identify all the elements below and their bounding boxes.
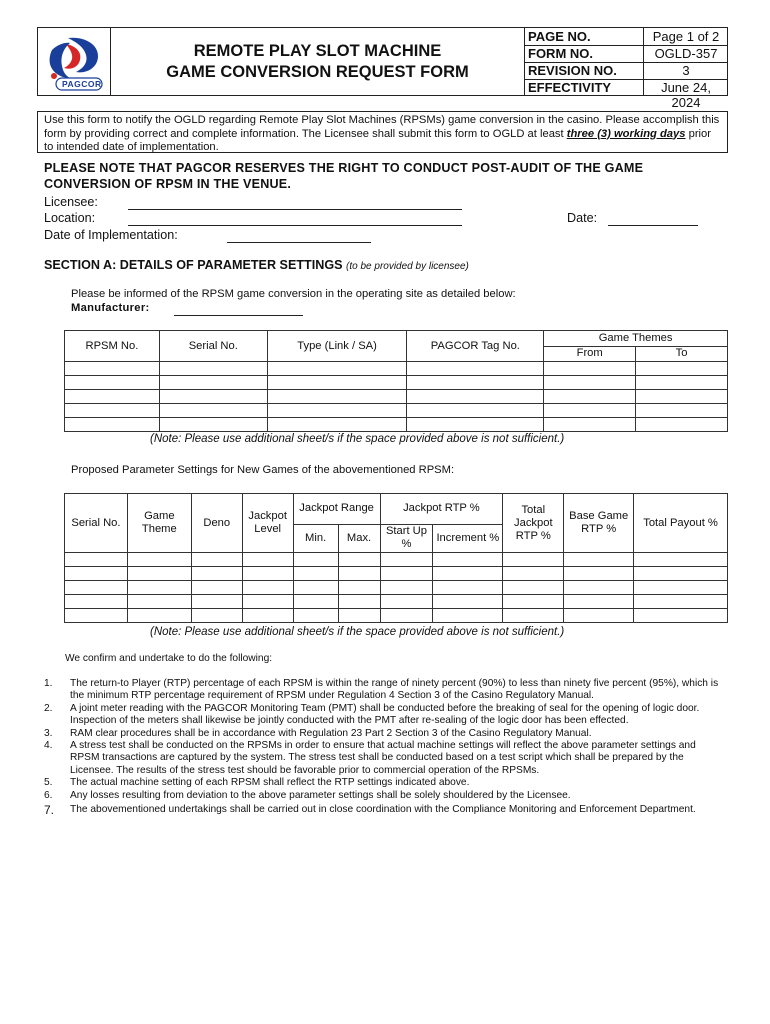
list-item: 4. A stress test shall be conducted on the RPSMs in order to ensure that actual machine settings will reflect the above parameter settings and RPSM transactions are captured by the system. The stress test shall be conducted based on a test script which shall be prepared by the Licensee. The results of the stress test should be favorable prior to commercial operation of the RPSMs. — [44, 740, 696, 776]
col-max: Max. — [338, 524, 380, 552]
table-row — [65, 553, 728, 567]
section-a-subtitle: (to be provided by licensee) — [346, 261, 469, 272]
col-jackpot-rtp: Jackpot RTP % — [380, 494, 503, 525]
table-row — [65, 418, 728, 432]
table-row — [65, 567, 728, 581]
section-a-heading: SECTION A: DETAILS OF PARAMETER SETTINGS (to be provided by licensee) — [44, 258, 469, 272]
col-type: Type (Link / SA) — [267, 331, 407, 362]
date-label: Date: — [567, 211, 598, 225]
col-start-up: Start Up % — [380, 524, 433, 552]
logo-text: PAGCOR — [62, 79, 102, 89]
col-rpsm-no: RPSM No. — [65, 331, 160, 362]
col-deno: Deno — [191, 494, 242, 553]
list-item: 6. Any losses resulting from deviation to the above parameter settings shall be solely shouldered by the Licensee. — [44, 789, 571, 801]
table2-note: (Note: Please use additional sheet/s if the space provided above is not sufficient.) — [150, 626, 565, 638]
col-from: From — [544, 346, 636, 362]
meta-effectivity: EFFECTIVITY June 24, 2024 — [528, 80, 711, 110]
location-field[interactable] — [128, 225, 462, 226]
col-min: Min. — [293, 524, 338, 552]
table-row — [65, 404, 728, 418]
undertakings-list — [44, 678, 724, 816]
rpsm-conversion-table — [64, 330, 728, 432]
title-line-2: GAME CONVERSION REQUEST FORM — [166, 62, 469, 81]
col-serial: Serial No. — [65, 494, 128, 553]
list-item: 3. RAM clear procedures shall be in accordance with Regulation 23 Part 2 Section 3 of the Casino Regulatory Manual. — [44, 727, 592, 739]
date-field[interactable] — [608, 225, 698, 226]
col-increment: Increment % — [433, 524, 503, 552]
col-serial-no: Serial No. — [159, 331, 267, 362]
parameter-settings-table — [64, 493, 728, 623]
form-title — [111, 28, 525, 95]
table-row — [65, 609, 728, 623]
table-row — [65, 376, 728, 390]
section-a-info: Please be informed of the RPSM game conversion in the operating site as detailed below: — [71, 288, 516, 300]
title-line-1: REMOTE PLAY SLOT MACHINE — [193, 41, 442, 60]
implementation-date-label: Date of Implementation: — [44, 228, 178, 242]
intro-instructions: Use this form to notify the OGLD regarding Remote Play Slot Machines (RPSMs) game conversion in the casino. Please accomplish this form by providing correct and complete information. The Licensee shall submit this form to OGLD at least three (3) working days prior to intended date of implementation. — [37, 111, 728, 153]
col-jackpot-range: Jackpot Range — [293, 494, 380, 525]
table-row — [65, 390, 728, 404]
col-base-game-rtp: Base Game RTP % — [564, 494, 634, 553]
table-row — [65, 362, 728, 376]
list-item: 1. The return-to Player (RTP) percentage of each RPSM is within the range of ninety percent (90%) to less than ninety five percent (95%), which is the minimum RTP percentage requirement of RPSM under Regulation 4 Section 3 of the Casino Regulatory Manual. — [44, 678, 719, 702]
meta-page-no: PAGE NO. Page 1 of 2 — [528, 29, 720, 44]
table1-note: (Note: Please use additional sheet/s if the space provided above is not sufficient.) — [150, 433, 565, 445]
proposed-settings-text: Proposed Parameter Settings for New Games of the abovementioned RPSM: — [71, 464, 455, 476]
confirm-text: We confirm and undertake to do the following: — [65, 653, 273, 664]
col-total-jackpot-rtp: Total Jackpot RTP % — [503, 494, 564, 553]
col-game-themes: Game Themes — [544, 331, 728, 347]
location-label: Location: — [44, 211, 96, 225]
col-tag-no: PAGCOR Tag No. — [407, 331, 544, 362]
col-to: To — [636, 346, 728, 362]
post-audit-notice: PLEASE NOTE THAT PAGCOR RESERVES THE RIGHT TO CONDUCT POST-AUDIT OF THE GAME CONVERSION OF RPSM IN THE VENUE. — [44, 161, 644, 191]
meta-revision-no: REVISION NO. 3 — [528, 63, 690, 78]
licensee-label: Licensee: — [44, 195, 98, 209]
table-row — [65, 595, 728, 609]
table-row — [65, 581, 728, 595]
manufacturer-label: Manufacturer: — [71, 302, 150, 314]
list-item: 2. A joint meter reading with the PAGCOR Monitoring Team (PMT) shall be conducted before the breaking of seal for the opening of logic door. Inspection of the meters shall likewise be jointly conducted with the PMT after re-sealing of the logic door has been effected. — [44, 702, 700, 727]
col-game-theme: Game Theme — [127, 494, 191, 553]
list-item: 7. The abovementioned undertakings shall be carried out in close coordination with the Compliance Monitoring and Enforcement Department. — [44, 803, 696, 818]
list-item: 5. The actual machine setting of each RPSM shall reflect the RTP settings indicated above. — [44, 777, 470, 789]
submission-deadline: three (3) working days — [566, 127, 686, 140]
licensee-field[interactable] — [128, 209, 462, 210]
meta-form-no: FORM NO. OGLD-357 — [528, 46, 718, 61]
pagcor-logo — [38, 28, 111, 95]
form-header — [37, 27, 728, 110]
col-jackpot-level: Jackpot Level — [242, 494, 293, 553]
manufacturer-field[interactable] — [174, 315, 303, 316]
implementation-date-field[interactable] — [227, 242, 371, 243]
col-total-payout: Total Payout % — [634, 494, 728, 553]
form-meta-table — [525, 28, 727, 110]
